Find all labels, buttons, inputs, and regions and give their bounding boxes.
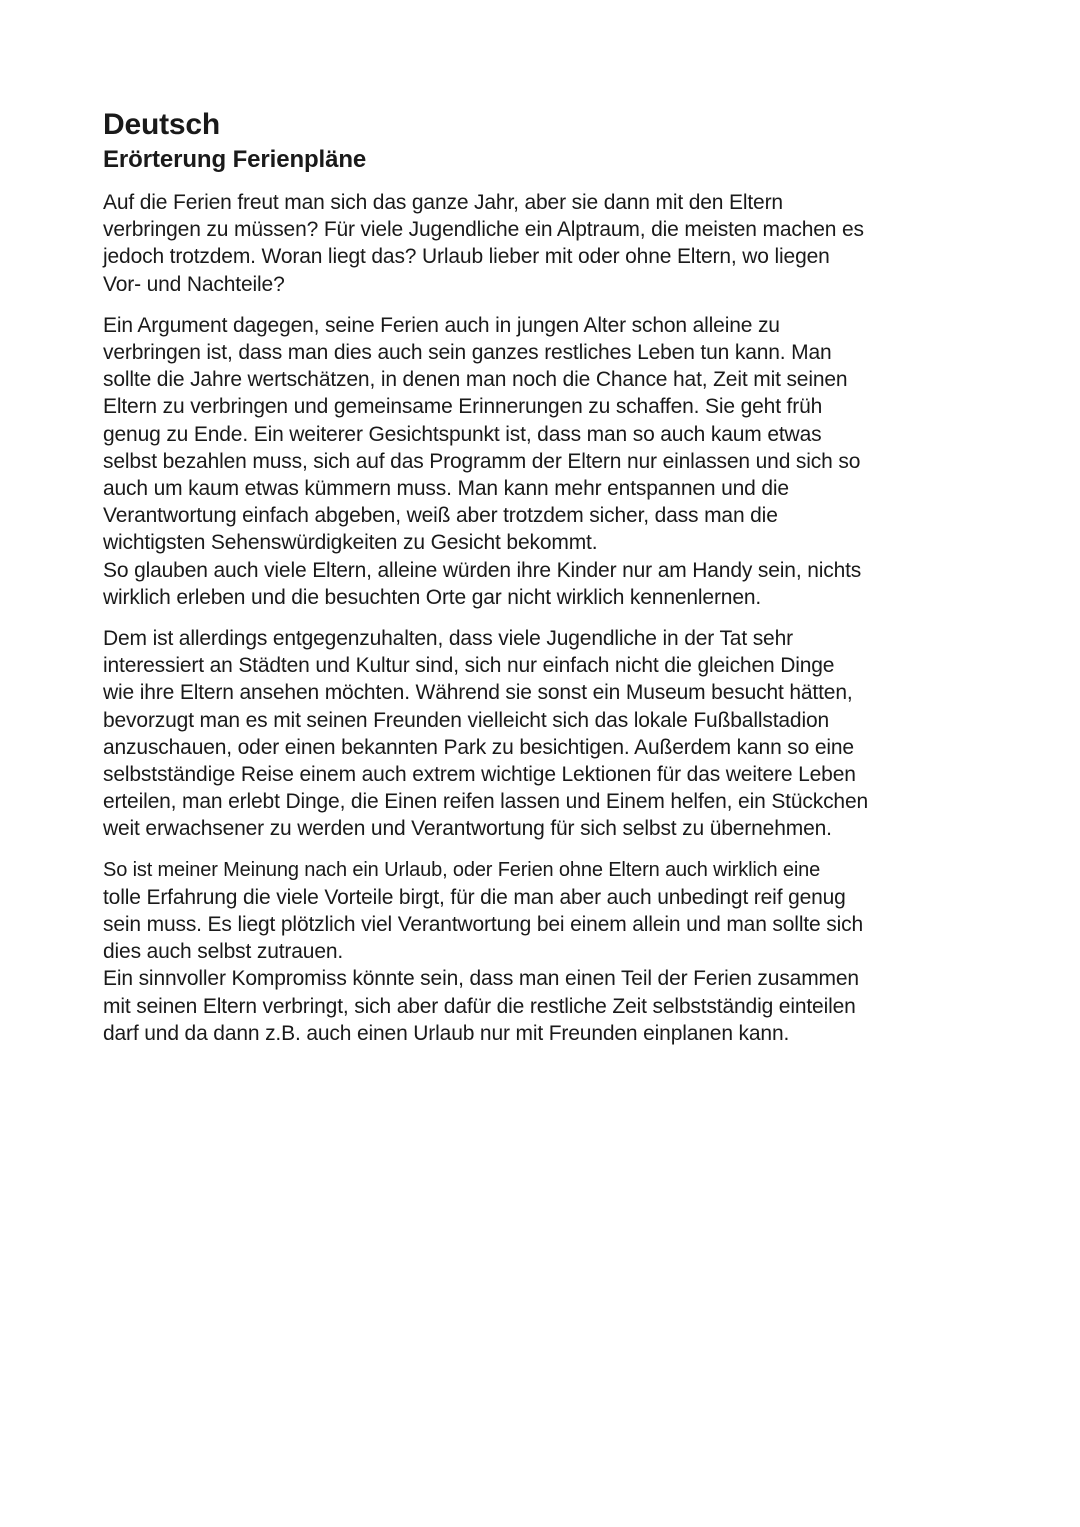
text-line: Ein Argument dagegen, seine Ferien auch in jungen Alter schon alleine zu: [103, 313, 780, 337]
paragraph-counterarguments: [103, 625, 983, 843]
text-line: Vor- und Nachteile?: [103, 272, 285, 296]
text-line: mit seinen Eltern verbringt, sich aber dafür die restliche Zeit selbstständig einteilen: [103, 994, 856, 1018]
text-line: darf und da dann z.B. auch einen Urlaub nur mit Freunden einplanen kann.: [103, 1021, 790, 1045]
text-line: Verantwortung einfach abgeben, weiß aber trotzdem sicher, dass man die: [103, 504, 778, 528]
text-line: wirklich erleben und die besuchten Orte gar nicht wirklich kennenlernen.: [103, 585, 762, 609]
paragraph-conclusion: [103, 857, 983, 1047]
document-subtitle: Erörterung Ferienpläne: [103, 146, 367, 173]
text-line: sollte die Jahre wertschätzen, in denen man noch die Chance hat, Zeit mit seinen: [103, 368, 848, 392]
text-line: Eltern zu verbringen und gemeinsame Erinnerungen zu schaffen. Sie geht früh: [103, 395, 823, 419]
text-line: genug zu Ende. Ein weiterer Gesichtspunkt ist, dass man so auch kaum etwas: [103, 422, 822, 446]
text-line: wichtigsten Sehenswürdigkeiten zu Gesicht bekommt.: [103, 531, 598, 555]
text-line: verbringen zu müssen? Für viele Jugendliche ein Alptraum, die meisten machen es: [103, 218, 864, 242]
paragraph-introduction: [103, 189, 983, 298]
text-line: So glauben auch viele Eltern, alleine würden ihre Kinder nur am Handy sein, nichts: [103, 558, 862, 582]
text-line: Auf die Ferien freut man sich das ganze Jahr, aber sie dann mit den Eltern: [103, 191, 783, 214]
text-line: sein muss. Es liegt plötzlich viel Verantwortung bei einem allein und man sollte sich: [103, 913, 863, 937]
text-line: tolle Erfahrung die viele Vorteile birgt, für die man aber auch unbedingt reif genug: [103, 885, 846, 909]
text-line: wie ihre Eltern ansehen möchten. Während sie sonst ein Museum besucht hätten,: [103, 681, 853, 705]
document-title: Deutsch: [103, 108, 220, 141]
text-line: Dem ist allerdings entgegenzuhalten, dass viele Jugendliche in der Tat sehr: [103, 627, 793, 651]
text-line: bevorzugt man es mit seinen Freunden vielleicht sich das lokale Fußballstadion: [103, 708, 830, 732]
text-line: So ist meiner Meinung nach ein Urlaub, oder Ferien ohne Eltern auch wirklich eine: [103, 858, 821, 881]
text-line: erteilen, man erlebt Dinge, die Einen reifen lassen und Einem helfen, ein Stückchen: [103, 790, 869, 814]
text-line: selbst bezahlen muss, sich auf das Programm der Eltern nur einlassen und sich so: [103, 449, 861, 473]
paragraph-arguments-against: [103, 312, 983, 611]
text-line: auch um kaum etwas kümmern muss. Man kann mehr entspannen und die: [103, 477, 789, 501]
text-line: interessiert an Städten und Kultur sind, sich nur einfach nicht die gleichen Dinge: [103, 654, 835, 678]
text-line: verbringen ist, dass man dies auch sein ganzes restliches Leben tun kann. Man: [103, 341, 832, 365]
text-line: jedoch trotzdem. Woran liegt das? Urlaub lieber mit oder ohne Eltern, wo liegen: [103, 245, 830, 269]
text-line: Ein sinnvoller Kompromiss könnte sein, dass man einen Teil der Ferien zusammen: [103, 967, 859, 991]
text-line: anzuschauen, oder einen bekannten Park zu besichtigen. Außerdem kann so eine: [103, 735, 854, 759]
text-line: selbstständige Reise einem auch extrem wichtige Lektionen für das weitere Leben: [103, 763, 856, 787]
text-line: dies auch selbst zutrauen.: [103, 940, 344, 964]
text-line: weit erwachsener zu werden und Verantwortung für sich selbst zu übernehmen.: [103, 817, 832, 841]
document-page: [103, 106, 983, 1061]
